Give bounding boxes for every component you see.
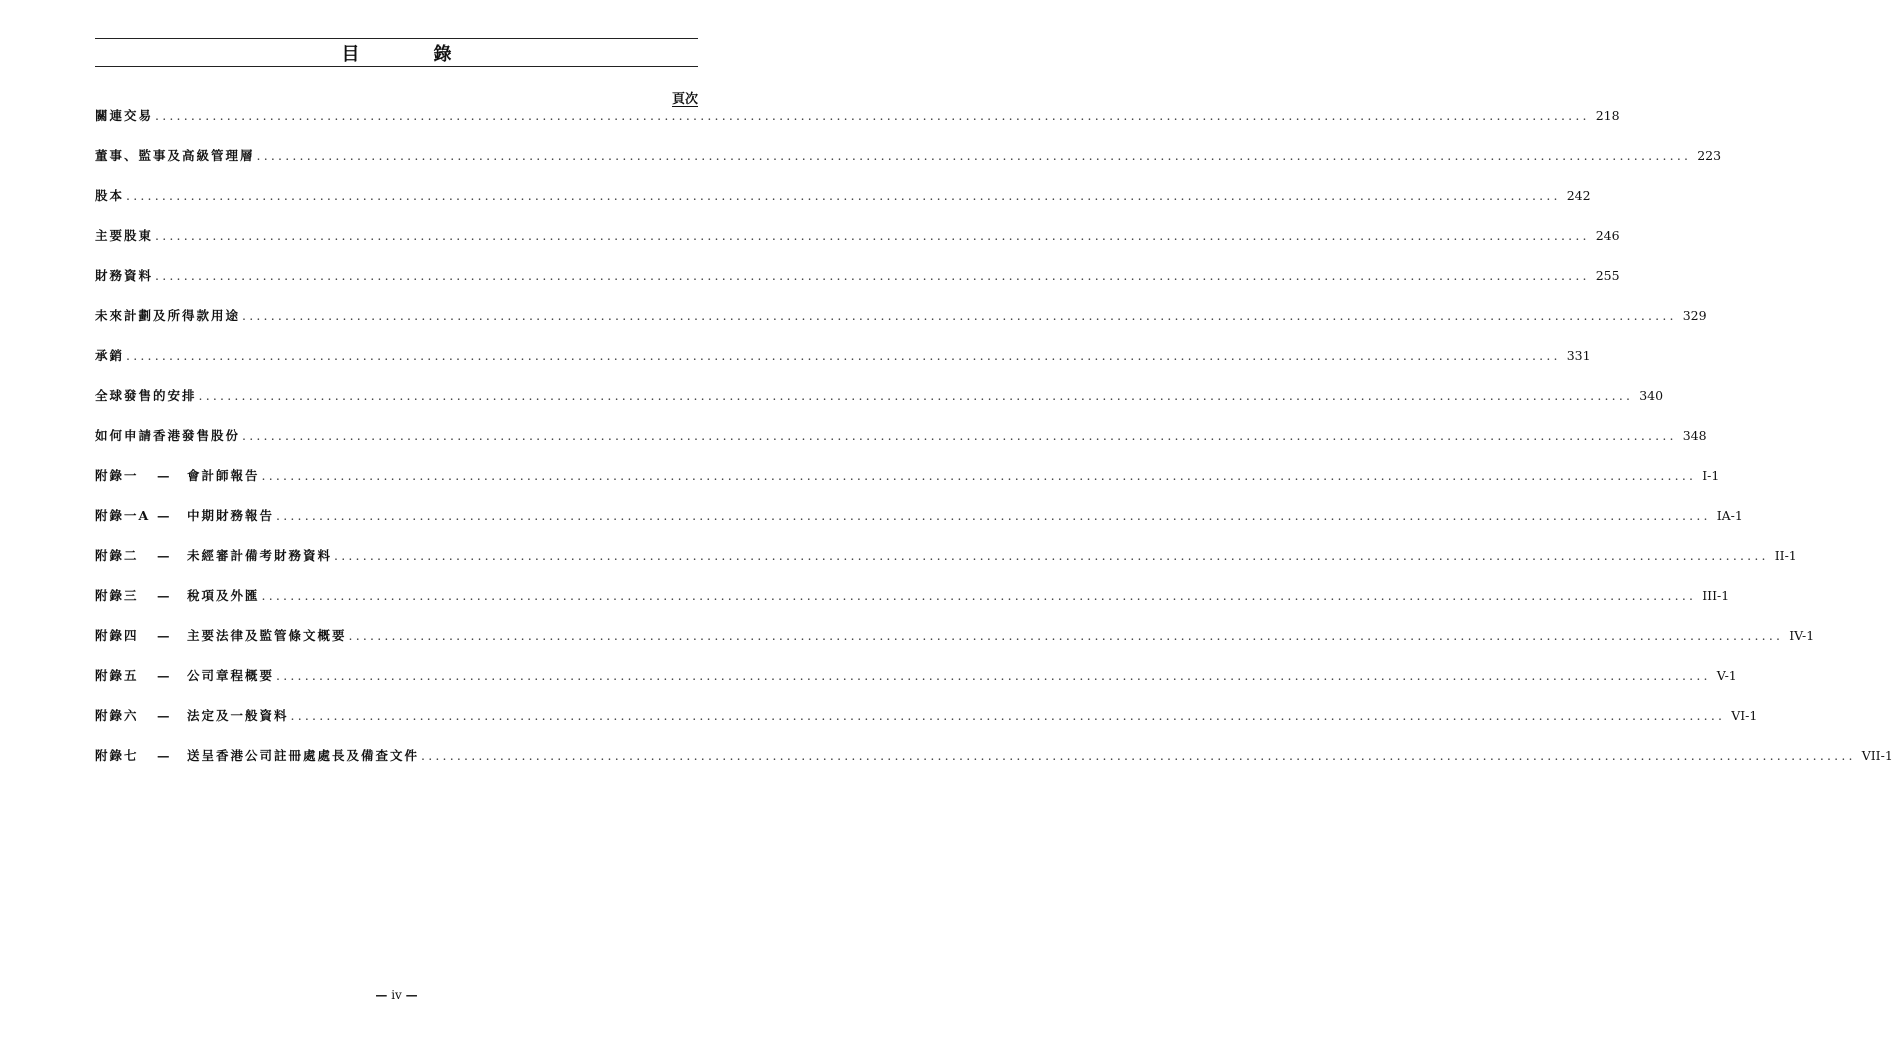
dot-leader: ........................................................................................................................................................................................................: [242, 308, 1677, 323]
toc-entry-page: III-1: [1702, 588, 1730, 603]
appendix-dash: —: [157, 628, 170, 643]
appendix-number: 附錄一A: [95, 508, 151, 523]
toc-entry-page: 218: [1595, 108, 1620, 123]
toc-entry-label: 關連交易: [95, 108, 154, 123]
appendix-number: 附錄四: [95, 628, 139, 643]
toc-entry-label: 財務資料: [95, 268, 154, 283]
toc-appendix-label-group: [95, 546, 332, 564]
dot-leader: ........................................................................................................................................................................................................: [276, 668, 1711, 683]
page-title-box: [95, 38, 698, 67]
toc-appendix-label-group: [95, 746, 419, 764]
dot-leader: ........................................................................................................................................................................................................: [261, 468, 1697, 483]
appendix-number: 附錄一: [95, 468, 139, 483]
dot-leader: ........................................................................................................................................................................................................: [348, 628, 1784, 643]
toc-entry-label: 全球發售的安排: [95, 388, 197, 403]
footer-dash-left: —: [375, 988, 388, 1002]
page-title: 目 錄: [341, 43, 480, 65]
appendix-number: 附錄六: [95, 708, 139, 723]
toc-appendix-entry[interactable]: [95, 586, 1730, 626]
appendix-number: 附錄三: [95, 588, 139, 603]
toc-appendix-label-group: [95, 506, 274, 524]
toc-entry-page: 348: [1682, 428, 1707, 443]
dot-leader: ........................................................................................................................................................................................................: [198, 388, 1634, 403]
toc-appendix-entry[interactable]: [95, 626, 1815, 666]
toc-appendix-entry[interactable]: [95, 746, 1893, 786]
toc-entry-page: IA-1: [1716, 508, 1743, 523]
footer-page-number: iv: [391, 988, 402, 1002]
appendix-title: 送呈香港公司註冊處處長及備查文件: [187, 748, 420, 763]
toc-entry-page: IV-1: [1789, 628, 1815, 643]
appendix-dash: —: [157, 668, 170, 683]
toc-appendix-entry[interactable]: [95, 546, 1797, 586]
appendix-title: 法定及一般資料: [187, 708, 289, 723]
toc-entry-label: 董事、監事及高級管理層: [95, 148, 255, 163]
dot-leader: ........................................................................................................................................................................................................: [290, 708, 1726, 723]
appendix-title: 中期財務報告: [187, 508, 275, 523]
toc-appendix-label-group: [95, 666, 274, 684]
toc-appendix-label-group: [95, 706, 289, 724]
page-footer: [0, 988, 793, 1002]
toc-entry-label: 主要股東: [95, 228, 154, 243]
toc-appendix-label-group: [95, 466, 260, 484]
dot-leader: ........................................................................................................................................................................................................: [155, 108, 1590, 123]
appendix-dash: —: [157, 508, 170, 523]
toc-entry-page: 242: [1566, 188, 1591, 203]
page-column-header: 頁次: [671, 92, 698, 107]
toc-entry[interactable]: [95, 346, 1591, 386]
appendix-title: 主要法律及監管條文概要: [187, 628, 347, 643]
toc-entry-page: 223: [1697, 148, 1722, 163]
toc-entry-label: 如何申請香港發售股份: [95, 428, 241, 443]
toc-entry[interactable]: [95, 106, 1620, 146]
toc-entry[interactable]: [95, 306, 1707, 346]
dot-leader: ........................................................................................................................................................................................................: [256, 148, 1692, 163]
toc-entry[interactable]: [95, 186, 1591, 226]
toc-entry[interactable]: [95, 266, 1620, 306]
table-of-contents: [95, 106, 1893, 786]
toc-entry-page: VI-1: [1731, 708, 1758, 723]
appendix-title: 會計師報告: [187, 468, 260, 483]
appendix-number: 附錄七: [95, 748, 139, 763]
dot-leader: ........................................................................................................................................................................................................: [242, 428, 1677, 443]
dot-leader: ........................................................................................................................................................................................................: [126, 348, 1561, 363]
toc-entry-label: 承銷: [95, 348, 125, 363]
toc-entry-page: 331: [1566, 348, 1591, 363]
toc-appendix-entry[interactable]: [95, 466, 1720, 506]
toc-entry[interactable]: [95, 386, 1664, 426]
toc-appendix-label-group: [95, 626, 347, 644]
appendix-number: 附錄二: [95, 548, 139, 563]
dot-leader: ........................................................................................................................................................................................................: [126, 188, 1561, 203]
toc-entry[interactable]: [95, 146, 1722, 186]
toc-entry[interactable]: [95, 426, 1707, 466]
dot-leader: ........................................................................................................................................................................................................: [276, 508, 1711, 523]
appendix-dash: —: [157, 708, 170, 723]
toc-entry-page: 255: [1595, 268, 1620, 283]
dot-leader: ........................................................................................................................................................................................................: [155, 228, 1590, 243]
toc-entry-page: II-1: [1774, 548, 1797, 563]
dot-leader: ........................................................................................................................................................................................................: [261, 588, 1697, 603]
toc-appendix-entry[interactable]: [95, 506, 1743, 546]
toc-appendix-entry[interactable]: [95, 706, 1758, 746]
dot-leader: ........................................................................................................................................................................................................: [155, 268, 1590, 283]
toc-entry[interactable]: [95, 226, 1620, 266]
toc-appendix-label-group: [95, 586, 260, 604]
toc-entry-page: V-1: [1716, 668, 1737, 683]
appendix-number: 附錄五: [95, 668, 139, 683]
toc-entry-label: 未來計劃及所得款用途: [95, 308, 241, 323]
toc-entry-page: I-1: [1702, 468, 1720, 483]
toc-entry-page: VII-1: [1861, 748, 1893, 763]
appendix-dash: —: [157, 588, 170, 603]
appendix-title: 公司章程概要: [187, 668, 275, 683]
appendix-dash: —: [157, 748, 170, 763]
appendix-title: 未經審計備考財務資料: [187, 548, 333, 563]
footer-dash-right: —: [405, 988, 418, 1002]
dot-leader: ........................................................................................................................................................................................................: [421, 748, 1856, 763]
appendix-dash: —: [157, 548, 170, 563]
toc-appendix-entry[interactable]: [95, 666, 1737, 706]
toc-entry-page: 340: [1639, 388, 1664, 403]
toc-entry-page: 246: [1595, 228, 1620, 243]
appendix-dash: —: [157, 468, 170, 483]
toc-entry-page: 329: [1682, 308, 1707, 323]
toc-entry-label: 股本: [95, 188, 125, 203]
dot-leader: ........................................................................................................................................................................................................: [334, 548, 1769, 563]
appendix-title: 稅項及外匯: [187, 588, 260, 603]
